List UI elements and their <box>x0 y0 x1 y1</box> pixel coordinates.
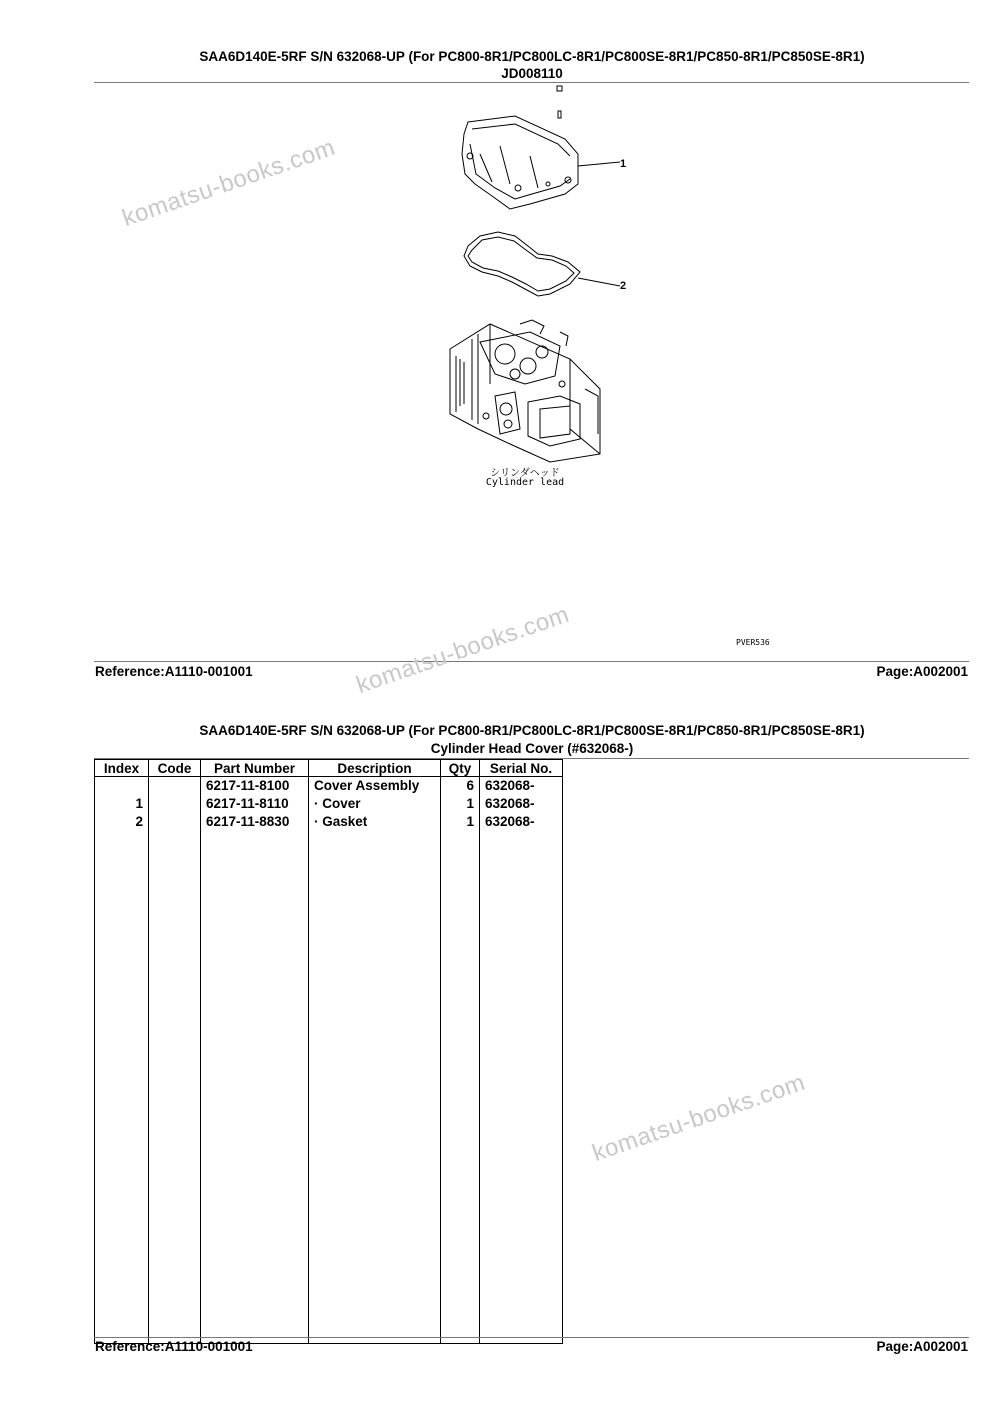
row-serial: 632068- <box>480 795 563 813</box>
row-code <box>149 813 201 831</box>
row-serial: 632068- <box>480 777 563 796</box>
row-code <box>149 795 201 813</box>
table-header-row <box>95 760 563 777</box>
page1-subheader: JD008110 <box>501 66 563 81</box>
parts-table-wrapper <box>94 759 563 1344</box>
row-part-number: 6217-11-8110 <box>201 795 309 813</box>
page2-header: SAA6D140E-5RF S/N 632068-UP (For PC800-8R1/PC800LC-8R1/PC800SE-8R1/PC850-8R1/PC850SE-8R1) <box>199 723 865 738</box>
col-index: Index <box>95 760 149 777</box>
callout-1: 1 <box>620 158 627 170</box>
diagram-svg <box>420 84 660 504</box>
page2-footer-divider <box>94 1337 969 1338</box>
row-index: 1 <box>95 795 149 813</box>
footer-divider <box>94 661 969 662</box>
row-qty: 1 <box>441 813 480 831</box>
col-description: Description <box>309 760 441 777</box>
row-part-number: 6217-11-8100 <box>201 777 309 796</box>
callout-2: 2 <box>620 280 627 292</box>
watermark-2: komatsu-books.com <box>352 600 573 700</box>
row-serial: 632068- <box>480 813 563 831</box>
row-qty: 6 <box>441 777 480 796</box>
gasket-part <box>464 232 580 296</box>
page1-reference: Reference:A1110-001001 <box>95 664 253 679</box>
row-qty: 1 <box>441 795 480 813</box>
drawing-caption-jp: シリンダヘッド <box>490 468 560 479</box>
col-code: Code <box>149 760 201 777</box>
col-qty: Qty <box>441 760 480 777</box>
page1-page-number: Page:A002001 <box>876 664 968 679</box>
table-row <box>95 777 563 796</box>
col-serial: Serial No. <box>480 760 563 777</box>
exploded-parts-diagram <box>420 84 660 504</box>
drawing-caption-en: Cylinder lead <box>485 477 565 488</box>
row-description: · Gasket <box>309 813 441 831</box>
row-index: 2 <box>95 813 149 831</box>
table-filler-row <box>95 831 563 1344</box>
cylinder-head-cover-part <box>462 116 578 209</box>
row-description: Cover Assembly <box>309 777 441 796</box>
table-row <box>95 813 563 831</box>
parts-table <box>94 759 563 1344</box>
table-row <box>95 795 563 813</box>
drawing-code: PVER536 <box>736 638 770 647</box>
leader-line-1 <box>578 162 620 166</box>
page2-subheader: Cylinder Head Cover (#632068-) <box>430 741 634 756</box>
row-part-number: 6217-11-8830 <box>201 813 309 831</box>
row-index <box>95 777 149 796</box>
watermark-3: komatsu-books.com <box>588 1068 809 1168</box>
leader-line-2 <box>578 278 620 286</box>
page2-page-number: Page:A002001 <box>876 1339 968 1354</box>
col-part-number: Part Number <box>201 760 309 777</box>
washer-part <box>558 111 561 118</box>
bolt-part <box>557 86 562 91</box>
header-divider <box>94 82 969 83</box>
page2-reference: Reference:A1110-001001 <box>95 1339 253 1354</box>
cylinder-head-part <box>450 320 600 462</box>
row-description: · Cover <box>309 795 441 813</box>
page1-header: SAA6D140E-5RF S/N 632068-UP (For PC800-8R1/PC800LC-8R1/PC800SE-8R1/PC850-8R1/PC850SE-8R1) <box>199 49 865 64</box>
row-code <box>149 777 201 796</box>
watermark-1: komatsu-books.com <box>118 133 339 233</box>
